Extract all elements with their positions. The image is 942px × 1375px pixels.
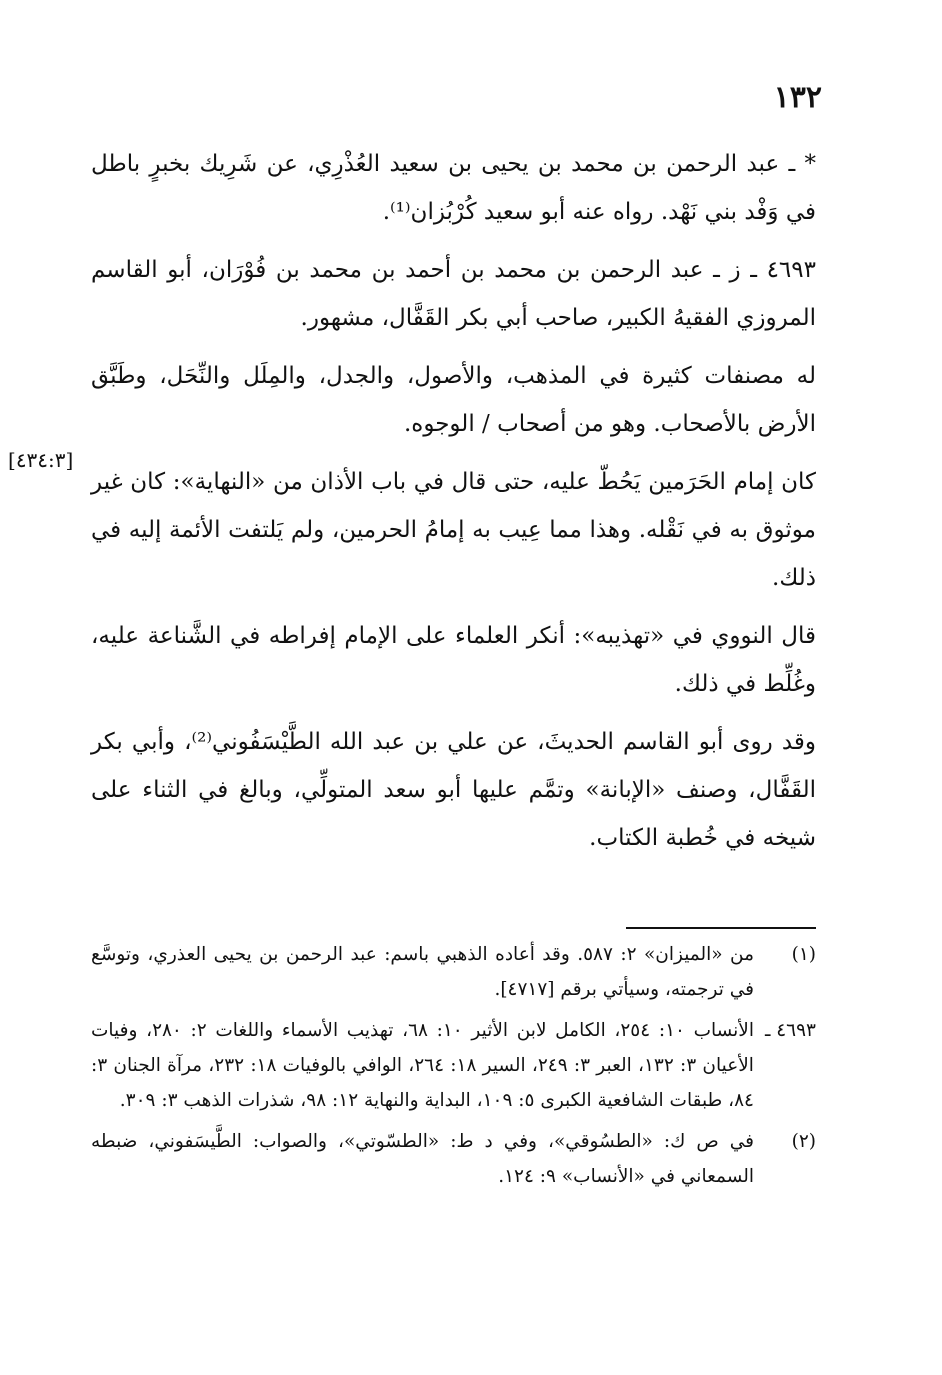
entry-paragraph: قال النووي في «تهذيبه»: أنكر العلماء على الإمام إفراطه في الشَّناعة عليه، وغُلِّط في ذلك. — [91, 623, 816, 697]
entry-paragraph: له مصنفات كثيرة في المذهب، والأصول، والجدل، والمِلَل والنِّحَل، وطَبَّق الأرض بالأصحاب. وهو من أصحاب / الوجوه. — [91, 363, 816, 437]
footnote — [91, 937, 816, 1007]
footnote-text: الأنساب ١٠: ٢٥٤، الكامل لابن الأثير ١٠: ٦٨، تهذيب الأسماء واللغات ٢: ٢٨٠، وفيات الأعيان ٣: ١٣٢، العبر ٣: ٢٤٩، السير ١٨: ٢٦٤، الوافي بالوفيات ١٨: ٢٣٢، مرآة الجنان ٣: ٨٤، طبقات الشافعية الكبرى ٥: ١٠٩، البداية والنهاية ١٢: ٩٨، شذرات الذهب ٣: ٣٠٩. — [91, 1020, 754, 1111]
footnote — [91, 1124, 816, 1194]
footnotes — [91, 937, 816, 1200]
entry-paragraph: * ـ عبد الرحمن بن محمد بن يحيى بن سعيد العُذْرِي، عن شَرِيك بخبرٍ باطل في وَفْد بني نَهْد. رواه عنه أبو سعيد كُرْبُزان⁽¹⁾. — [91, 151, 816, 225]
footnote-divider — [626, 927, 816, 929]
footnote-number: ٤٦٩٣ ـ — [764, 1020, 816, 1041]
margin-reference: [٤٣٤:٣] — [8, 448, 74, 472]
footnote-number: (٢) — [791, 1131, 816, 1152]
page-number: ١٣٢ — [773, 80, 822, 115]
footnote-text: من «الميزان» ٢: ٥٨٧. وقد أعاده الذهبي باسم: عبد الرحمن بن يحيى العذري، وتوسَّع في ترجمته، وسيأتي برقم [٤٧١٧]. — [91, 944, 754, 1000]
entry-paragraph: ٤٦٩٣ ـ ز ـ عبد الرحمن بن محمد بن أحمد بن محمد بن فُوْرَان، أبو القاسم المروزي الفقيهُ الكبير، صاحب أبي بكر القَفَّال، مشهور. — [91, 257, 816, 331]
main-text — [91, 140, 816, 872]
footnote-number: (١) — [791, 944, 816, 965]
footnote-text: في ص ك: «الطسُوقي»، وفي د ط: «الطسّوتي»، والصواب: الطَّيسَفوني، ضبطه السمعاني في «الأنساب» ٩: ١٢٤. — [91, 1131, 754, 1187]
footnote — [91, 1013, 816, 1118]
entry-paragraph: كان إمام الحَرَمين يَحُطّ عليه، حتى قال في باب الأذان من «النهاية»: كان غير موثوق به في نَقْله. وهذا مما عِيب به إمامُ الحرمين، ولم يَلتفت الأئمة إليه في ذلك. — [91, 469, 816, 591]
entry-paragraph: وقد روى أبو القاسم الحديثَ، عن علي بن عبد الله الطَّيْسَفُوني⁽²⁾، وأبي بكر القَفَّال، وصنف «الإبانة» وتمَّم عليها أبو سعد المتولِّي، وبالغ في الثناء على شيخه في خُطبة الكتاب. — [91, 729, 816, 851]
